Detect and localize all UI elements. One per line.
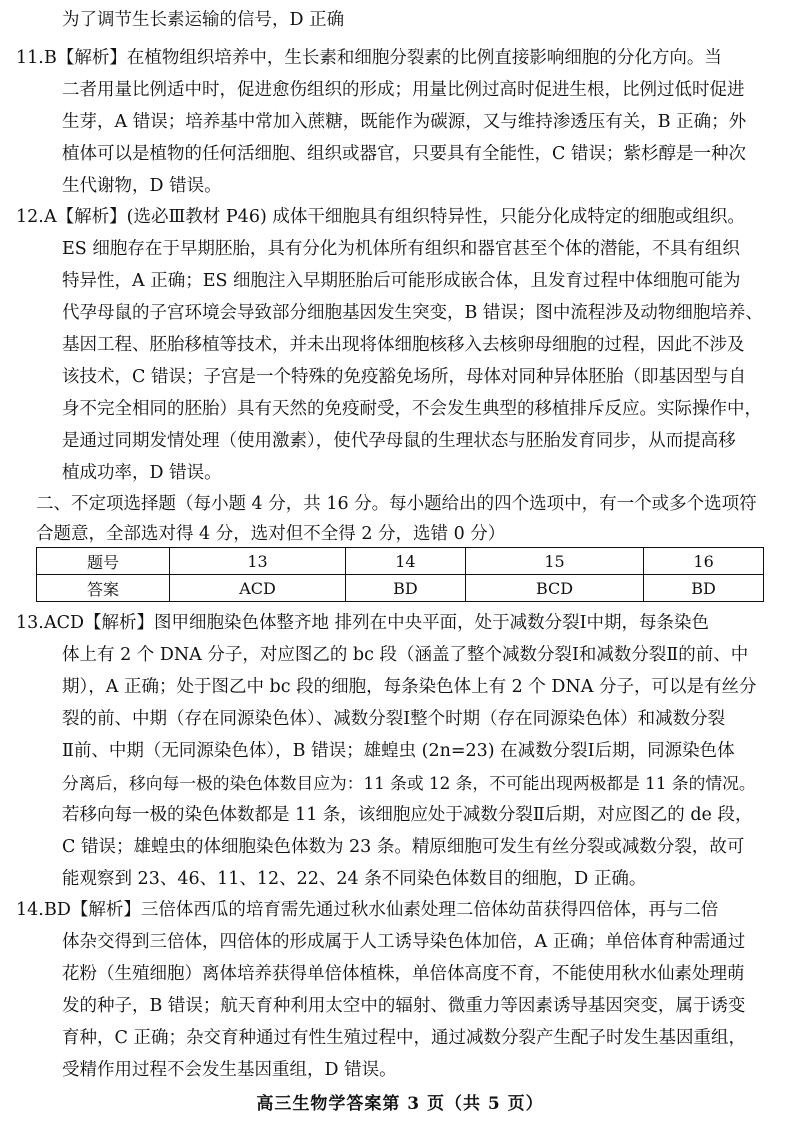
page-footer: 高三生物学答案第 3 页（共 5 页） [256, 1094, 544, 1114]
table-answer-15: BCD [465, 575, 643, 602]
q14-line-1: BD【解析】三倍体西瓜的培育需先通过秋水仙素处理二倍体幼苗获得四倍体，再与二倍 [44, 900, 719, 920]
question-11-number: 11. [16, 48, 44, 68]
q14-line-6: 受精作用过程不会发生基因重组，D 错误。 [62, 1060, 397, 1080]
q13-line-1: ACD【解析】图甲细胞染色体整齐地 排列在中央平面，处于减数分裂Ⅰ中期，每条染色 [44, 613, 710, 633]
q12-line-5: 基因工程、胚胎移植等技术，并未出现将体细胞核移入去核卵母细胞的过程，因此不涉及 [62, 335, 745, 355]
q13-line-3: 期），A 正确；处于图乙中 bc 段的细胞，每条染色体上有 2 个 DNA 分子，可以是有丝分 [62, 677, 757, 697]
q12-line-4: 代孕母鼠的子宫环境会导致部分细胞基因发生突变，B 错误；图中流程涉及动物细胞培养、 [62, 303, 763, 323]
question-12-number: 12. [16, 207, 44, 227]
q14-line-2: 体杂交得到三倍体，四倍体的形成属于人工诱导染色体加倍，A 正确；单倍体育种需通过 [62, 932, 746, 952]
q14-line-3: 花粉（生殖细胞）离体培养获得单倍体植株，单倍体高度不育，不能使用秋水仙素处理萌 [62, 964, 745, 984]
q14-line-5: 育种，C 正确；杂交育种通过有性生殖过程中，通过减数分裂产生配子时发生基因重组， [62, 1028, 746, 1048]
q11-line-4: 植体可以是植物的任何活细胞、组织或器官，只要具有全能性，C 错误；紫杉醇是一种次 [62, 144, 746, 164]
q13-line-6: 分离后，移向每一极的染色体数目应为：11 条或 12 条，不可能出现两极都是 11 条的情况。 [62, 773, 756, 793]
q12-line-6: 该技术，C 错误；子宫是一个特殊的免疫豁免场所，母体对同种异体胚胎（即基因型与自 [62, 367, 746, 387]
q12-line-9: 植成功率，D 错误。 [62, 463, 222, 483]
table-label-question: 题号 [37, 548, 170, 575]
q12-line-2: ES 细胞存在于早期胚胎，具有分化为机体所有组织和器官甚至个体的潜能，不具有组织 [62, 239, 740, 259]
q13-line-4: 裂的前、中期（存在同源染色体）、减数分裂Ⅰ整个时期（存在同源染色体）和减数分裂 [62, 709, 726, 729]
table-question-16: 16 [644, 548, 764, 575]
answer-table-question-row [37, 548, 764, 575]
q13-line-7: 若移向每一极的染色体数都是 11 条，该细胞应处于减数分裂Ⅱ后期，对应图乙的 de 段， [62, 805, 753, 825]
table-answer-14: BD [346, 575, 466, 602]
answer-table [36, 547, 764, 602]
table-answer-13: ACD [170, 575, 346, 602]
table-answer-16: BD [644, 575, 764, 602]
q11-line-1: B【解析】在植物组织培养中，生长素和细胞分裂素的比例直接影响细胞的分化方向。当 [44, 48, 722, 68]
question-13-number: 13. [16, 613, 44, 633]
question-14-number: 14. [16, 900, 44, 920]
section-2-line-2: 合题意，全部选对得 4 分，选对但不全得 2 分，选错 0 分） [36, 524, 506, 544]
section-2-line-1: 二、不定项选择题（每小题 4 分，共 16 分。每小题给出的四个选项中，有一个或多个选项符 [36, 494, 757, 514]
q13-line-5: Ⅱ前、中期（无同源染色体），B 错误；雄蝗虫 (2n=23) 在减数分裂Ⅰ后期，同源染色体 [62, 741, 735, 761]
q11-line-5: 生代谢物，D 错误。 [62, 176, 222, 196]
q12-line-8: 是通过同期发情处理（使用激素），使代孕母鼠的生理状态与胚胎发育同步，从而提高移 [62, 431, 736, 451]
q13-line-2: 体上有 2 个 DNA 分子，对应图乙的 bc 段（涵盖了整个减数分裂Ⅰ和减数分裂Ⅱ的前、中 [62, 645, 749, 665]
q12-line-3: 特异性，A 正确；ES 细胞注入早期胚胎后可能形成嵌合体，且发育过程中体细胞可能为 [62, 271, 741, 291]
answer-table-answer-row [37, 575, 764, 602]
table-question-13: 13 [170, 548, 346, 575]
q13-line-8: C 错误；雄蝗虫的体细胞染色体数为 23 条。精原细胞可发生有丝分裂或减数分裂，故可 [62, 837, 745, 857]
table-question-14: 14 [346, 548, 466, 575]
q12-line-1: A【解析】(选必Ⅲ教材 P46) 成体干细胞具有组织特异性，只能分化成特定的细胞或组织。 [44, 207, 745, 227]
q14-line-4: 发的种子，B 错误；航天育种利用太空中的辐射、微重力等因素诱导基因突变，属于诱变 [62, 996, 746, 1016]
table-question-15: 15 [465, 548, 643, 575]
q12-line-7: 身不完全相同的胚胎）具有天然的免疫耐受，不会发生典型的移植排斥反应。实际操作中， [62, 399, 762, 419]
top-fragment-line: 为了调节生长素运输的信号，D 正确 [62, 10, 345, 30]
q11-line-2: 二者用量比例适中时，促进愈伤组织的形成；用量比例过高时促进生根，比例过低时促进 [62, 80, 745, 100]
table-label-answer: 答案 [37, 575, 170, 602]
q11-line-3: 生芽，A 错误；培养基中常加入蔗糖，既能作为碳源，又与维持渗透压有关，B 正确；外 [62, 112, 747, 132]
q13-line-9: 能观察到 23、46、11、12、22、24 条不同染色体数目的细胞，D 正确。 [62, 869, 647, 889]
